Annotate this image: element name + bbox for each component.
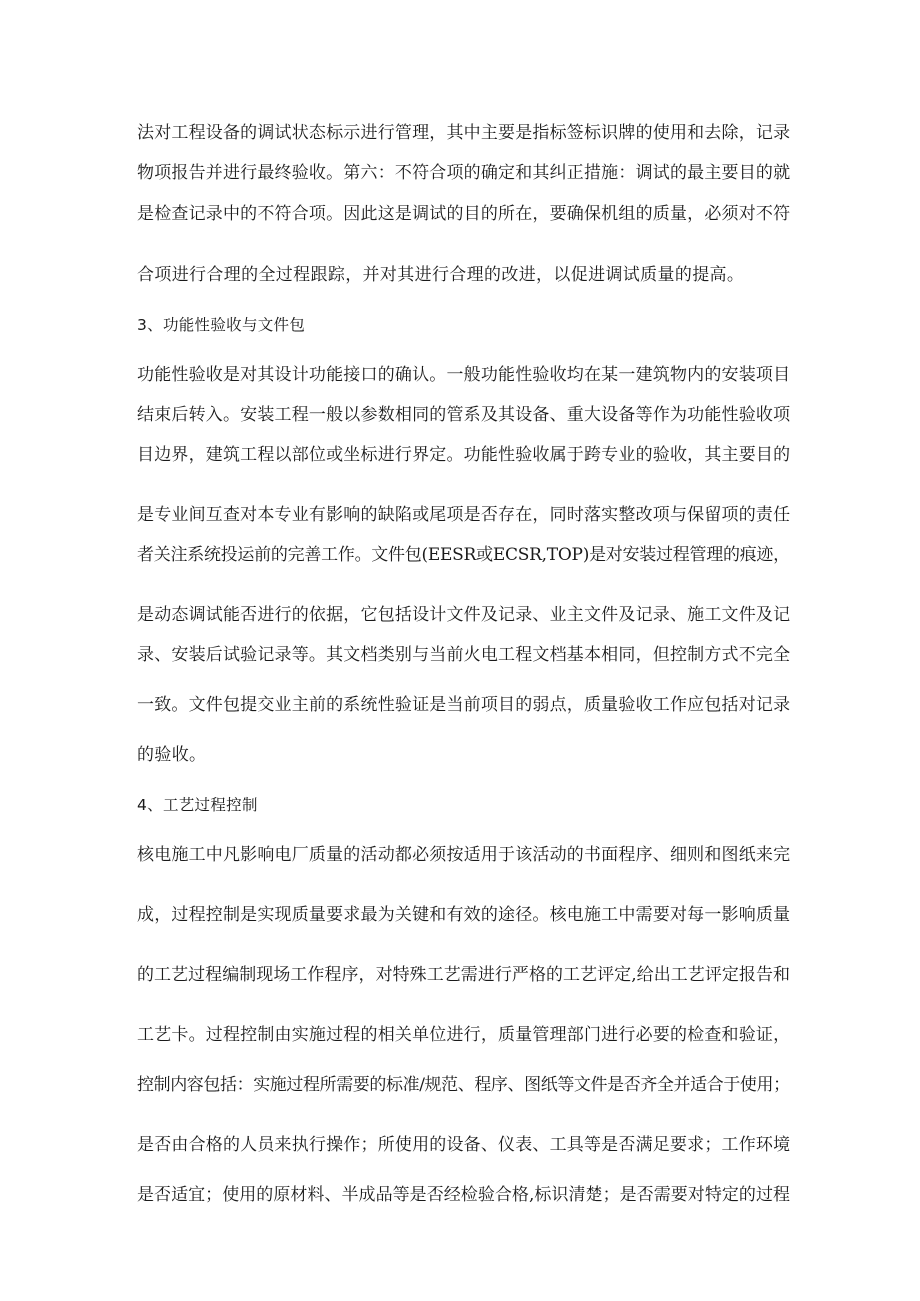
paragraph-line: 工艺卡。过程控制由实施过程的相关单位进行，质量管理部门进行必要的检查和验证， [137, 1025, 791, 1045]
paragraph-line: 核电施工中凡影响电厂质量的活动都必须按适用于该活动的书面程序、细则和图纸来完 [137, 845, 791, 865]
paragraph-line: 是专业间互查对本专业有影响的缺陷或尾项是否存在，同时落实整改项与保留项的责任 [137, 505, 791, 525]
paragraph-line: 是检查记录中的不符合项。因此这是调试的目的所在，要确保机组的质量，必须对不符 [137, 204, 791, 224]
paragraph-line: 的验收。 [137, 745, 207, 765]
section-heading-4: 4、工艺过程控制 [137, 796, 258, 814]
paragraph-line: 功能性验收是对其设计功能接口的确认。一般功能性验收均在某一建筑物内的安装项目 [137, 365, 791, 385]
paragraph-line: 成，过程控制是实现质量要求最为关键和有效的途径。核电施工中需要对每一影响质量 [137, 905, 791, 925]
paragraph-line: 目边界，建筑工程以部位或坐标进行界定。功能性验收属于跨专业的验收，其主要目的 [137, 445, 791, 465]
paragraph-line: 物项报告并进行最终验收。第六：不符合项的确定和其纠正措施：调试的最主要目的就 [137, 163, 791, 183]
paragraph-line: 是动态调试能否进行的依据，它包括设计文件及记录、业主文件及记录、施工文件及记 [137, 605, 791, 625]
paragraph-line: 者关注系统投运前的完善工作。文件包(EESR或ECSR,TOP)是对安装过程管理的痕迹， [137, 545, 790, 565]
paragraph-line: 是否由合格的人员来执行操作；所使用的设备、仪表、工具等是否满足要求；工作环境 [137, 1135, 791, 1155]
paragraph-line: 一致。文件包提交业主前的系统性验证是当前项目的弱点，质量验收工作应包括对记录 [137, 695, 791, 715]
section-heading-3: 3、功能性验收与文件包 [137, 316, 306, 334]
paragraph-line: 控制内容包括：实施过程所需要的标准/规范、程序、图纸等文件是否齐全并适合于使用； [137, 1075, 790, 1095]
paragraph-line: 结束后转入。安装工程一般以参数相同的管系及其设备、重大设备等作为功能性验收项 [137, 405, 791, 425]
paragraph-line: 是否适宜；使用的原材料、半成品等是否经检验合格,标识清楚；是否需要对特定的过程 [137, 1185, 791, 1205]
paragraph-line: 录、安装后试验记录等。其文档类别与当前火电工程文档基本相同，但控制方式不完全 [137, 645, 791, 665]
paragraph-line: 合项进行合理的全过程跟踪，并对其进行合理的改进，以促进调试质量的提高。 [137, 265, 745, 285]
paragraph-line: 的工艺过程编制现场工作程序，对特殊工艺需进行严格的工艺评定,给出工艺评定报告和 [137, 965, 791, 985]
paragraph-line: 法对工程设备的调试状态标示进行管理，其中主要是指标签标识牌的使用和去除，记录 [137, 123, 791, 143]
